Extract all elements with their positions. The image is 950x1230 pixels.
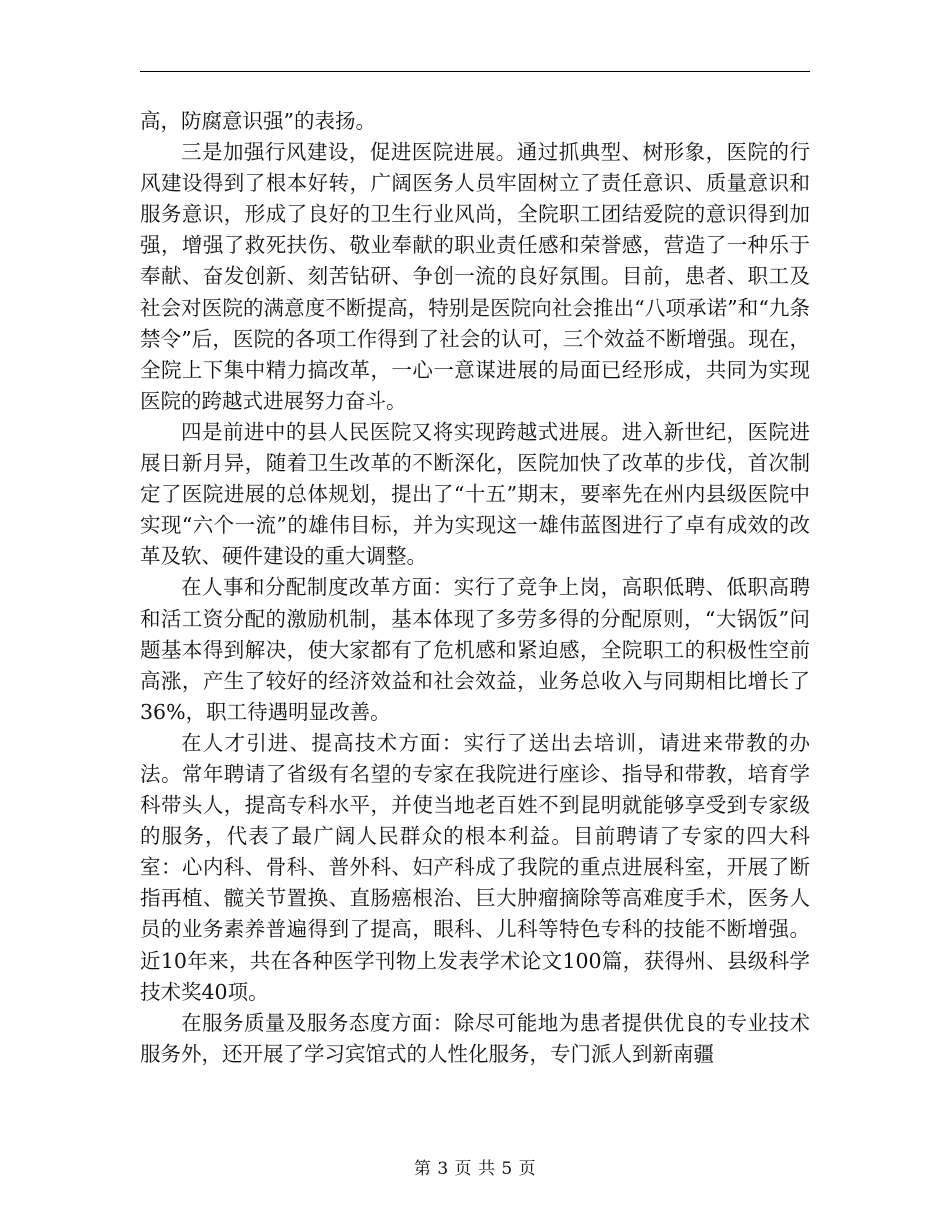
document-body	[140, 106, 810, 1070]
paragraph: 高，防腐意识强”的表扬。	[140, 109, 376, 133]
paragraph: 在服务质量及服务态度方面：除尽可能地为患者提供优良的专业技术服务外，还开展了学习宾馆式的人性化服务，专门派人到新南疆	[140, 1010, 810, 1066]
page-number-footer: 第 3 页 共 5 页	[413, 1159, 537, 1179]
paragraph: 四是前进中的县人民医院又将实现跨越式进展。进入新世纪，医院进展日新月异，随着卫生改革的不断深化，医院加快了改革的步伐，首次制定了医院进展的总体规划，提出了“十五”期末，要率先在州内县级医院中实现“六个一流”的雄伟目标，并为实现这一雄伟蓝图进行了卓有成效的改革及软、硬件建设的重大调整。	[140, 419, 810, 569]
paragraph: 三是加强行风建设，促进医院进展。通过抓典型、树形象，医院的行风建设得到了根本好转，广阔医务人员牢固树立了责任意识、质量意识和服务意识，形成了良好的卫生行业风尚，全院职工团结爱院的意识得到加强，增强了救死扶伤、敬业奉献的职业责任感和荣誉感，营造了一种乐于奉献、奋发创新、刻苦钻研、争创一流的良好氛围。目前，患者、职工及社会对医院的满意度不断提高，特别是医院向社会推出“八项承诺”和“九条禁令”后，医院的各项工作得到了社会的认可，三个效益不断增强。现在，全院上下集中精力搞改革，一心一意谋进展的局面已经形成，共同为实现医院的跨越式进展努力奋斗。	[140, 140, 810, 413]
paragraph: 在人才引进、提高技术方面：实行了送出去培训，请进来带教的办法。常年聘请了省级有名望的专家在我院进行座诊、指导和带教，培育学科带头人，提高专科水平，并使当地老百姓不到昆明就能够享受到专家级的服务，代表了最广阔人民群众的根本利益。目前聘请了专家的四大科室：心内科、骨科、普外科、妇产科成了我院的重点进展科室，开展了断指再植、髋关节置换、直肠癌根治、巨大肿瘤摘除等高难度手术，医务人员的业务素养普遍得到了提高，眼科、儿科等特色专科的技能不断增强。近10年来，共在各种医学刊物上发表学术论文100篇，获得州、县级科学技术奖40项。	[140, 730, 810, 1004]
paragraph: 在人事和分配制度改革方面：实行了竞争上岗，高职低聘、低职高聘和活工资分配的激励机制，基本体现了多劳多得的分配原则，“大锅饭”问题基本得到解决，使大家都有了危机感和紧迫感，全院职工的积极性空前高涨，产生了较好的经济效益和社会效益，业务总收入与同期相比增长了36%，职工待遇明显改善。	[140, 575, 810, 724]
header-rule	[140, 71, 810, 72]
